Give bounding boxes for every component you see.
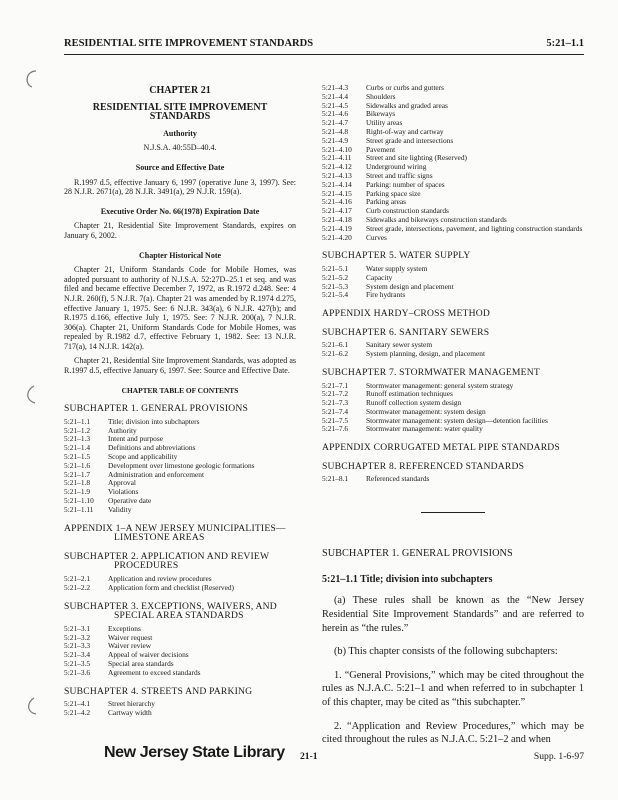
toc-subchapter-title-cont: PROCEDURES [114, 560, 179, 572]
toc-subchapter-heading [322, 368, 584, 378]
toc-entry [322, 198, 584, 207]
toc-subchapter-heading [322, 251, 584, 261]
toc-entry-title: Appeal of waiver decisions [108, 650, 189, 660]
toc-entry-title: Sidewalks and graded areas [366, 100, 448, 110]
toc-entry-title: Sidewalks and bikeways construction standards [366, 214, 507, 224]
toc-entry-title: Approval [108, 478, 136, 488]
toc-subchapter-title-cont: LIMESTONE AREAS [114, 532, 205, 544]
toc-entry-title: Parking space size [366, 188, 421, 198]
toc-entry [322, 110, 584, 119]
toc-entry-title: Water supply system [366, 263, 428, 273]
punch-hole-mark-bottom [22, 696, 44, 718]
toc-entry-title: System planning, design, and placement [366, 349, 486, 359]
toc-entry-title: Shoulders [366, 91, 396, 101]
toc-entry-number: 5:21–4.16 [322, 197, 352, 207]
toc-entry-number: 5:21–4.2 [64, 707, 91, 717]
toc-subchapter-heading [64, 524, 296, 543]
toc-entry-title: Utility areas [366, 118, 403, 128]
historical-note-heading: Chapter Historical Note [138, 250, 222, 260]
toc-entry-number: 5:21–1.6 [64, 460, 91, 470]
toc-entry [64, 709, 296, 718]
toc-subchapter-title: SUBCHAPTER 8. REFERENCED STANDARDS [322, 460, 525, 472]
toc-entry [322, 181, 584, 190]
page-number: 21-1 [300, 751, 318, 762]
toc-entry [64, 584, 296, 593]
toc-entry-title: Runoff estimation techniques [366, 389, 453, 399]
toc-subchapter-heading [322, 443, 584, 453]
toc-entry [322, 475, 584, 484]
body-subchapter-heading: SUBCHAPTER 1. GENERAL PROVISIONS [322, 548, 513, 560]
toc-entry [322, 382, 584, 391]
toc-heading: CHAPTER TABLE OF CONTENTS [121, 385, 239, 395]
toc-entry-number: 5:21–5.2 [322, 272, 349, 282]
toc-subchapter-title: SUBCHAPTER 2. APPLICATION AND REVIEW [64, 550, 270, 562]
toc-entry-title: Application form and checklist (Reserved) [108, 582, 235, 592]
chapter-number: CHAPTER 21 [149, 85, 211, 96]
toc-entry-number: 5:21–4.13 [322, 170, 352, 180]
toc-entry-number: 5:21–4.7 [322, 118, 349, 128]
toc-entry [322, 102, 584, 111]
toc-entry-number: 5:21–3.6 [64, 667, 91, 677]
toc-entry-number: 5:21–3.4 [64, 650, 91, 660]
authority-text: N.J.S.A. 40:55D–40.4. [143, 143, 217, 153]
toc-entry-number: 5:21–4.18 [322, 214, 352, 224]
header-section-number: 5:21–1.1 [546, 38, 584, 49]
toc-subchapter-heading [64, 687, 296, 697]
toc-entry-number: 5:21–1.5 [64, 452, 91, 462]
toc-entry-number: 5:21–4.1 [64, 699, 91, 709]
toc-subchapter-title: SUBCHAPTER 5. WATER SUPPLY [322, 250, 471, 262]
toc-entry-number: 5:21–3.5 [64, 658, 91, 668]
toc-entry [64, 471, 296, 480]
toc-entry-number: 5:21–4.6 [322, 109, 349, 119]
toc-entry [64, 488, 296, 497]
toc-entry [64, 700, 296, 709]
toc-entry-title: Right-of-way and cartway [366, 126, 444, 136]
toc-entry-number: 5:21–4.3 [322, 83, 349, 92]
toc-entry-number: 5:21–1.2 [64, 425, 91, 435]
toc-entry [64, 634, 296, 643]
toc-entry-title: System design and placement [366, 281, 454, 291]
toc-section-list [64, 625, 296, 678]
left-column [64, 86, 296, 718]
toc-entry-title: Runoff collection system design [366, 398, 462, 408]
body-section-title: 5:21–1.1 Title; division into subchapters [322, 573, 493, 585]
toc-entry-number: 5:21–4.20 [322, 232, 352, 242]
toc-entry-title: Administration and enforcement [108, 469, 205, 479]
toc-entry-number: 5:21–1.10 [64, 496, 94, 506]
toc-entry [322, 119, 584, 128]
toc-subchapter-title: SUBCHAPTER 7. STORMWATER MANAGEMENT [322, 366, 540, 378]
toc-entry-number: 5:21–4.11 [322, 153, 352, 163]
library-logo: New Jersey State Library [104, 744, 285, 761]
toc-entry-title: Street hierarchy [108, 699, 155, 709]
executive-order-heading: Executive Order No. 66(1978) Expiration Date [100, 206, 260, 216]
toc-entry-title: Pavement [366, 144, 396, 154]
toc-section-list [64, 418, 296, 515]
toc-entry-number: 5:21–4.8 [322, 126, 349, 136]
source-heading: Source and Effective Date [135, 162, 225, 172]
toc-entry-number: 5:21–1.4 [64, 443, 91, 453]
right-column [322, 84, 584, 757]
toc-entry-number: 5:21–4.15 [322, 188, 352, 198]
toc-subchapter-title: SUBCHAPTER 6. SANITARY SEWERS [322, 326, 490, 338]
toc-entry [322, 291, 584, 300]
toc-entry-title: Sanitary sewer system [366, 340, 433, 350]
chapter-title: RESIDENTIAL SITE IMPROVEMENT STANDARDS [92, 101, 268, 123]
toc-subchapter-title: APPENDIX HARDY–CROSS METHOD [322, 308, 490, 320]
toc-entry-title: Capacity [366, 272, 393, 282]
toc-entry [64, 651, 296, 660]
toc-entry-number: 5:21–7.4 [322, 406, 349, 416]
toc-subchapter-title: APPENDIX 1–A NEW JERSEY MUNICIPALITIES— [64, 522, 286, 534]
toc-entry-title: Violations [108, 487, 139, 497]
toc-subchapter-heading [322, 309, 584, 319]
toc-entry-number: 5:21–1.3 [64, 434, 91, 444]
toc-entry-title: Stormwater management: water quality [366, 424, 483, 434]
executive-order-text: Chapter 21, Residential Site Improvement Standards, expires on January 6, 2002. [64, 221, 296, 240]
toc-entry-title: Parking areas [366, 197, 407, 207]
toc-entry-number: 5:21–4.17 [322, 206, 352, 216]
toc-entry [64, 669, 296, 678]
punch-hole-mark-top [22, 68, 44, 90]
toc-entry-number: 5:21–7.6 [322, 424, 349, 434]
toc-entry-number: 5:21–4.12 [322, 162, 352, 172]
toc-entry-number: 5:21–6.2 [322, 349, 349, 359]
toc-entry-number: 5:21–2.1 [64, 573, 91, 583]
authority-heading: Authority [163, 128, 197, 138]
toc-subchapter-heading [64, 602, 296, 621]
toc-section-list [322, 341, 584, 359]
toc-entry-number: 5:21–4.19 [322, 223, 352, 233]
toc-entry [322, 128, 584, 137]
toc-entry [322, 154, 584, 163]
toc-entry-title: Agreement to exceed standards [108, 667, 201, 677]
toc-entry-title: Street grade, intersections, pavement, and lighting construction standards [366, 223, 583, 233]
toc-entry-title: Bikeways [366, 109, 396, 119]
toc-entry-number: 5:21–8.1 [322, 474, 349, 484]
toc-entry-number: 5:21–1.9 [64, 487, 91, 497]
toc-entry-title: Intent and purpose [108, 434, 164, 444]
toc-entry [322, 425, 584, 434]
toc-entry-number: 5:21–5.3 [322, 281, 349, 291]
toc-entry-title: Authority [108, 425, 137, 435]
toc-entry-number: 5:21–7.5 [322, 415, 349, 425]
toc-entry-title: Validity [108, 504, 132, 514]
toc-entry-title: Exceptions [108, 623, 141, 633]
header-rule [64, 54, 584, 55]
toc-subchapter-4-continued [322, 84, 584, 242]
toc-subchapter-heading [64, 552, 296, 571]
toc-entry-title: Street and site lighting (Reserved) [366, 153, 467, 163]
toc-entry [322, 172, 584, 181]
toc-subchapter-title-cont: SPECIAL AREA STANDARDS [114, 610, 244, 622]
toc-entry-number: 5:21–7.1 [322, 380, 349, 390]
toc-entry-number: 5:21–3.3 [64, 641, 91, 651]
punch-hole-mark-middle [22, 384, 44, 406]
toc-entry-title: Street grade and intersections [366, 135, 454, 145]
toc-entry-number: 5:21–4.5 [322, 100, 349, 110]
running-header [64, 38, 584, 54]
toc-entry-number: 5:21–6.1 [322, 340, 349, 350]
toc-entry-title: Stormwater management: system design—detention facilities [366, 415, 548, 425]
toc-entry-number: 5:21–1.8 [64, 478, 91, 488]
toc-entry-title: Stormwater management: general system strategy [366, 380, 514, 390]
toc-section-list [64, 575, 296, 593]
supplement-date: Supp. 1-6-97 [533, 751, 584, 762]
toc-subchapter-title: APPENDIX CORRUGATED METAL PIPE STANDARDS [322, 442, 560, 454]
toc-entry-number: 5:21–1.1 [64, 416, 91, 426]
historical-note-text-1: Chapter 21, Uniform Standards Code for Mobile Homes, was adopted pursuant to authority of N.J.S.A. 52:27D–25.1 et seq. and was filed and became effective December 7, 1972, as R.1972 d.248. See: 4 N.J.R. 260(f), 5 N.J.R. 7(a). Chapter 21 was amended by R.1974 d.275, effective January 1, 1975. See: 6 N.J.R. 343(a), 6 N.J.R. 427(b); and R.1975 d.166, effective July 1, 1975. See: 7 N.J.R. 200(a), 7 N.J.R. 306(a). Chapter 21, Uniform Standards Code for Mobile Homes, was repealed by R.1982 d.7, effective February 1, 1982. See: 13 N.J.R. 717(a), 14 N.J.R. 142(a). [64, 265, 296, 351]
toc-entry [322, 93, 584, 102]
toc-entry [64, 506, 296, 515]
rule-text [322, 547, 584, 747]
toc-entry [322, 283, 584, 292]
toc-entry-number: 5:21–2.2 [64, 582, 91, 592]
toc-entry-title: Development over limestone geologic formations [108, 460, 255, 470]
toc-entry-number: 5:21–7.2 [322, 389, 349, 399]
toc-entry [64, 444, 296, 453]
toc-entry [322, 350, 584, 359]
toc-section-list [64, 700, 296, 718]
toc-entry-title: Special area standards [108, 658, 174, 668]
body-paragraph-a: (a) These rules shall be known as the “New Jersey Residential Site Improvement Standards” and are referred to herein as “the rules.” [322, 595, 584, 634]
toc-right-list [322, 251, 584, 484]
toc-entry-title: Application and review procedures [108, 573, 212, 583]
toc-entry [322, 84, 584, 93]
toc-entry-title: Title; division into subchapters [108, 416, 200, 426]
toc-entry [322, 190, 584, 199]
toc-entry-title: Waiver review [108, 641, 152, 651]
toc-subchapter-title: SUBCHAPTER 4. STREETS AND PARKING [64, 685, 253, 697]
toc-entry-title: Operative date [108, 496, 152, 506]
toc-entry [322, 225, 584, 234]
toc-entry-title: Referenced standards [366, 474, 430, 484]
toc-entry-title: Curb construction standards [366, 206, 449, 216]
toc-entry-number: 5:21–5.4 [322, 290, 349, 300]
toc-entry-title: Parking: number of spaces [366, 179, 445, 189]
body-paragraph-2: 2. “Application and Review Procedures,” which may be cited throughout the rules as N.J.A.C. 5:21–2 and when [322, 720, 584, 746]
toc-section-list [322, 475, 584, 484]
toc-entry-number: 5:21–4.4 [322, 91, 349, 101]
toc-entry-number: 5:21–4.14 [322, 179, 352, 189]
toc-entry-title: Underground wiring [366, 162, 427, 172]
toc-subchapter-heading [64, 404, 296, 414]
body-paragraph-1: 1. “General Provisions,” which may be cited throughout the rules as N.J.A.C. 5:21–1 and when referred to in subchapter 1 of this chapter, may be cited as “this subchapter.” [322, 669, 584, 709]
toc-entry-number: 5:21–3.2 [64, 632, 91, 642]
toc-subchapter-heading [322, 328, 584, 338]
toc-entry-title: Cartway width [108, 707, 152, 717]
toc-entry-title: Curbs or curbs and gutters [366, 83, 444, 92]
body-paragraph-b: (b) This chapter consists of the following subchapters: [334, 646, 558, 658]
toc-left-list [64, 404, 296, 717]
toc-entry [64, 427, 296, 436]
toc-entry-title: Scope and applicability [108, 452, 178, 462]
toc-entry [322, 265, 584, 274]
toc-entry [322, 137, 584, 146]
toc-entry [322, 234, 584, 243]
toc-entry-title: Fire hydrants [366, 290, 406, 300]
toc-entry-number: 5:21–7.3 [322, 398, 349, 408]
toc-entry-number: 5:21–5.1 [322, 263, 349, 273]
toc-entry [64, 497, 296, 506]
toc-entry-number: 5:21–4.10 [322, 144, 352, 154]
toc-entry [64, 418, 296, 427]
toc-entry [322, 163, 584, 172]
toc-entry-title: Waiver request [108, 632, 153, 642]
toc-subchapter-title: SUBCHAPTER 3. EXCEPTIONS, WAIVERS, AND [64, 600, 277, 612]
toc-entry-number: 5:21–4.9 [322, 135, 349, 145]
toc-entry-title: Stormwater management: system design [366, 406, 486, 416]
header-title: RESIDENTIAL SITE IMPROVEMENT STANDARDS [64, 38, 314, 49]
toc-entry [64, 625, 296, 634]
toc-entry-title: Curves [366, 232, 387, 242]
toc-entry [64, 479, 296, 488]
toc-subchapter-heading [322, 462, 584, 472]
source-text: R.1997 d.5, effective January 6, 1997 (operative June 3, 1997). See: 28 N.J.R. 2671(a), 28 N.J.R. 3491(a), 29 N.J.R. 159(a). [64, 177, 296, 197]
toc-entry-title: Definitions and abbreviations [108, 443, 196, 453]
toc-entry-title: Street and traffic signs [366, 170, 433, 180]
toc-section-list [322, 382, 584, 435]
section-separator [421, 512, 485, 513]
toc-section-list [322, 265, 584, 300]
historical-note-text-2: Chapter 21, Residential Site Improvement Standards, was adopted as R.1997 d.5, effective January 6, 1997. See: Source and Effective Date. [64, 356, 296, 376]
toc-subchapter-title: SUBCHAPTER 1. GENERAL PROVISIONS [64, 403, 249, 415]
toc-entry-number: 5:21–3.1 [64, 623, 91, 633]
toc-entry-number: 5:21–1.7 [64, 469, 91, 479]
toc-entry-number: 5:21–1.11 [64, 504, 94, 514]
